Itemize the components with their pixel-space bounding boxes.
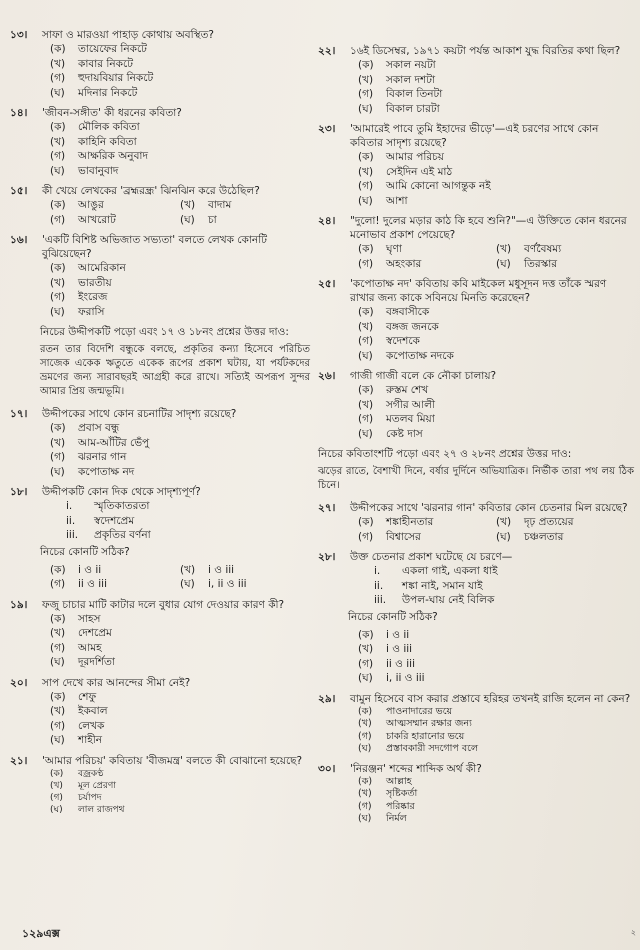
question-25 [318,277,634,363]
option: (খ) কাহিনি কবিতা [50,135,137,148]
question-number: ২৬। [318,370,336,382]
question-text: বামুন হিসেবে বাস করার প্রস্তাবে হরিহর তখনই রাজি হলেন না কেন? [350,692,631,705]
option: (ক) সকাল নয়টা [358,59,436,71]
question-text: ১৬ই ডিসেম্বর, ১৯৭১ কয়টা পর্যন্ত আকাশ যুদ্ধ বিরতির কথা ছিল? [350,45,621,57]
option: (ঘ) i, ii ও iii [180,578,247,590]
question-text: সাপ দেখে কার আনন্দের সীমা নেই? [42,676,191,689]
option: (ঘ) লাল রাজপথ [50,804,125,815]
option: (গ) পরিষ্কার [358,800,415,812]
option: (গ) মতলব মিয়া [358,413,435,425]
question-number: ১৫। [10,185,28,197]
question-text: 'কপোতাক্ষ নদ' কবিতায় কবি মাইকেল মধুসূদন দত্ত তাঁকে স্মরণ রাখার জন্য কাকে সবিনয়ে মিনতি করেছেন? [350,278,607,304]
option: (খ) ভারতীয় [50,276,112,289]
question-23 [318,122,634,208]
option: (ক) বঙ্গবাসীকে [358,306,430,318]
option: (ঘ) i, ii ও iii [358,672,425,684]
option: (খ) বাদাম [180,199,232,211]
question-number: ২১। [10,754,28,767]
option: (খ) সৃষ্টিকর্তা [358,788,418,799]
question-27 [318,501,634,544]
option: (খ) সকাল দশটা [358,73,435,86]
statement: i. স্মৃতিকাতরতা [66,500,150,512]
question-number: ১৬। [10,234,28,246]
option: (ঘ) কপোতাক্ষ নদকে [358,349,454,362]
question-text: 'একটি বিশিষ্ট অভিজাত সভ্যতা' বলতে লেখক কোনটি বুঝিয়েছেন? [42,234,267,260]
option: (ক) আল্লাহ [358,775,412,787]
question-text: ফজু চাচার মাটি কাটার দলে বুধার যোগ দেওয়ার কারণ কী? [42,598,285,611]
option: (ক) প্রবাস বন্ধু [50,422,120,434]
passage-intro: নিচের উদ্দীপকটি পড়ো এবং ১৭ ও ১৮নং প্রশ্নের উত্তর দাও: [40,326,289,338]
option: (ঘ) মদিনার নিকটে [50,86,138,99]
statement: iii. প্রকৃতির বর্ণনা [66,529,151,541]
option: (গ) বিকাল তিনটা [358,88,443,100]
question-text: উক্ত চেতনার প্রকাশ ঘটেছে যে চরণে— [350,551,513,563]
option: (ঘ) ফরাসি [50,305,105,318]
option: (ঘ) নির্মল [358,813,407,824]
option: (ক) তায়েফের নিকটে [50,43,147,55]
option: (ক) শঙ্কাহীনতার [358,516,434,528]
exam-code: ১২৯এক্স [22,927,60,940]
question-16 [10,233,310,319]
option: (ঘ) দূরদর্শিতা [50,656,115,668]
option: (খ) i ও iii [180,563,235,576]
question-text: উদ্দীপকের সাথে 'ঝরনার গান' কবিতার কোন চেতনার মিল রয়েছে? [350,502,628,514]
option: (ক) বজ্রকণ্ঠ [50,768,104,779]
question-13 [10,28,310,100]
question-number: ২৭। [318,502,336,514]
option: (খ) সেইদিন এই মাঠ [358,165,453,178]
option: (ঘ) কেষ্ট দাস [358,427,423,440]
option: (খ) বঙ্গজ জনকে [358,320,439,333]
question-text: "দুলো! দুলের মড়ার কাঠ কি হবে শুনি?"—এ উক্তিতে কোন ধরনের মনোভাব প্রকাশ পেয়েছে? [350,215,627,241]
option: (ক) পাওনাদারের ভয়ে [358,705,453,717]
option: (ঘ) চঞ্চলতার [496,530,564,543]
question-text: 'নিরঞ্জন' শব্দের শাব্দিক অর্থ কী? [350,762,482,775]
question-number: ১৪। [10,107,28,119]
option: (খ) দৃঢ় প্রত্যয়ের [496,516,574,528]
question-26 [318,369,634,441]
question-text: 'জীবন-সঙ্গীত' কী ধরনের কবিতা? [42,107,182,119]
option: (ক) আমেরিকান [50,262,126,274]
option: (গ) ঝরনার গান [50,451,127,463]
option: (গ) আমি কোনো আগন্তুক নই [358,180,491,192]
question-30 [318,762,634,826]
option: (খ) ইকবাল [50,705,108,717]
option: (খ) কাবার নিকটে [50,57,133,70]
question-24 [318,214,634,271]
passage-text: রতন তার বিদেশি বন্ধুকে বলছে, প্রকৃতির কন্যা হিসেবে পরিচিত সাজেক একেক ঋতুতে একেক রূপের প্রকাশ ঘটায়, যা পর্যটকদের ভ্রমণের জন্য সারাবছরই আগ্রহী করে রাখে। সত্যিই অপরূপ সুন্দর আমার প্রিয় জন্মভূমি। [40,344,310,397]
statement: ii. শঙ্কা নাই, সমান যাই [374,579,483,592]
option: (খ) মূল প্রেরণা [50,780,116,791]
question-22 [318,44,634,116]
question-number: ১৭। [10,408,28,420]
option: (গ) স্বদেশকে [358,335,420,347]
question-number: ২৯। [318,692,336,705]
option: (ঘ) চা [180,213,217,226]
option: (ক) সাহস [50,612,101,625]
option: (গ) চর্যাপদ [50,792,102,803]
question-number: ১৮। [10,486,28,498]
option: (ক) আমার পরিচয় [358,151,444,163]
option: (খ) দেশপ্রেম [50,627,112,639]
option: (গ) ইংরেজ [50,291,108,303]
statement: i. একলা গাই, একলা ধাই [374,565,498,577]
question-number: ২০। [10,676,28,689]
option: (খ) সগীর আলী [358,398,436,411]
option: (গ) বিশ্বাসের [358,530,421,543]
question-29 [318,692,634,756]
option: (ঘ) ভাবানুবাদ [50,164,119,177]
question-number: ২৩। [318,123,336,135]
option: (খ) বর্ণবৈষম্য [496,243,562,255]
option: (ক) মৌলিক কবিতা [50,121,140,133]
question-stem: নিচের কোনটি সঠিক? [348,610,438,623]
question-text: কী খেয়ে লেখকের 'ব্রহ্মরন্ধ্র' ঝিনঝিন করে উঠেছিল? [42,185,260,197]
option: (ক) i ও ii [50,563,102,576]
option: (ঘ) প্রস্তাবকারী সদগোপ বলে [358,743,479,754]
question-28 [318,550,634,686]
statement: iii. উপল-ঘায় নেই বিলিক [374,594,495,606]
passage-text: ঝড়ের রাতে, বৈশাখী দিনে, বর্ষার দুর্দিনে অভিযাত্রিক। নির্ভীক তারা পথ লয় ঠিক চিনে। [318,466,634,491]
option: (গ) ii ও iii [50,578,107,590]
question-text: উদ্দীপকটি কোন দিক থেকে সাদৃশ্যপূর্ণ? [42,486,201,498]
question-text: উদ্দীপকের সাথে কোন রচনাটির সাদৃশ্য রয়েছে? [42,408,237,420]
option: (ঘ) শাহীন [50,734,103,746]
question-text: 'আমারেই পাবে তুমি ইহাদের ভীড়ে'—এই চরণের সাথে কোন কবিতার সাদৃশ্য রয়েছে? [350,123,599,149]
option: (খ) আম-আঁটির ভেঁপু [50,436,150,449]
option: (ক) রুস্তম শেখ [358,384,429,396]
question-19 [10,598,310,670]
option: (গ) অহংকার [358,257,422,270]
question-stem: নিচের কোনটি সঠিক? [40,545,130,558]
passage-intro: নিচের কবিতাংশটি পড়ো এবং ২৭ ও ২৮নং প্রশ্নের উত্তর দাও: [318,448,572,460]
option: (ক) শেফু [50,690,97,703]
left-column [10,28,310,822]
option: (খ) i ও iii [358,643,413,655]
question-20 [10,676,310,748]
question-14 [10,106,310,178]
question-21 [10,754,310,816]
question-number: ২৪। [318,215,336,227]
question-text: 'আমার পরিচয়' কবিতায় 'বীজমন্ত্র' বলতে কী বোঝানো হয়েছে? [42,754,303,767]
option: (গ) চাকরি হারানোর ভয়ে [358,730,465,742]
question-text: গাজী গাজী বলে কে নৌকা চালায়? [350,370,497,382]
question-number: ২২। [318,45,336,57]
page-number: ২ [630,928,636,937]
question-17 [10,407,310,479]
option: (ক) i ও ii [358,628,410,641]
option: (খ) আত্মসম্মান রক্ষার জন্য [358,718,472,729]
question-number: ২৮। [318,551,336,563]
question-number: ১৩। [10,29,28,41]
option: (ঘ) বিকাল চারটা [358,102,440,115]
statement: ii. স্বদেশপ্রেম [66,514,135,527]
option: (গ) ii ও iii [358,657,415,670]
question-number: ১৯। [10,598,28,611]
option: (ঘ) আশা [358,194,408,207]
option: (ক) ঘৃণা [358,243,402,255]
option: (ঘ) তিরস্কার [496,257,558,270]
question-number: ২৫। [318,278,336,290]
question-18 [10,485,310,592]
question-number: ৩০। [318,762,336,775]
question-text: সাফা ও মারওয়া পাহাড় কোথায় অবস্থিত? [42,29,214,41]
option: (গ) আখরোট [50,213,116,226]
option: (গ) লেখক [50,719,105,732]
question-15 [10,184,310,227]
right-column [318,44,634,832]
option: (গ) হুদায়বিয়ার নিকটে [50,72,154,84]
option: (ক) আঙুর [50,199,104,211]
option: (গ) আক্ষরিক অনুবাদ [50,150,148,162]
option: (ঘ) কপোতাক্ষ নদ [50,465,135,478]
option: (গ) আমহ [50,641,102,654]
